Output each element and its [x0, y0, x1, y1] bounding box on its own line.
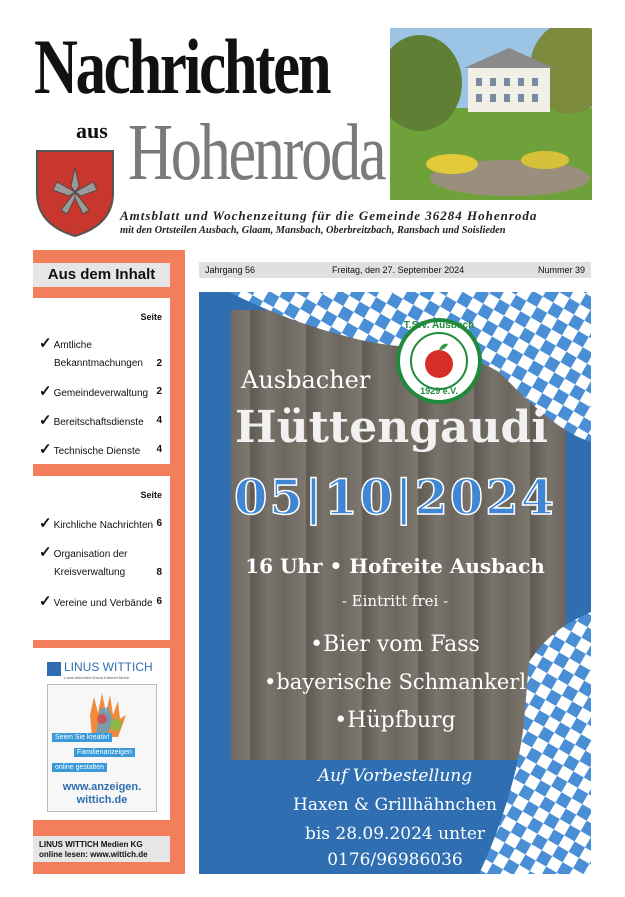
toc-item[interactable]: ✓ Gemeindeverwaltung 2	[39, 383, 162, 400]
issue-number: Nummer 39	[537, 265, 585, 275]
check-icon: ✓	[39, 441, 52, 458]
badge-bottom-text: 1929 e.V.	[420, 386, 458, 396]
toc-box-1	[33, 298, 170, 464]
toc-item[interactable]: ✓ Vereine und Verbände 6	[39, 593, 162, 610]
footer-line2[interactable]: online lesen: www.wittich.de	[39, 850, 148, 859]
masthead-subtitle: Amtsblatt und Wochenzeitung für die Gemeinde 36284 Hohenroda	[120, 208, 538, 223]
ad-url-2[interactable]: wittich.de	[76, 794, 128, 806]
toc-item[interactable]: ✓ Bereitschaftsdienste 4	[39, 412, 162, 429]
poster-phone: 0176/96986036	[327, 850, 463, 870]
masthead-title-aus: aus	[76, 118, 108, 143]
hand-icon	[82, 689, 132, 739]
issue-date: Freitag, den 27. September 2024	[332, 265, 465, 275]
issue-info-bar	[199, 262, 591, 278]
toc-item[interactable]: ✓ Technische Dienste 4	[39, 441, 162, 458]
check-icon: ✓	[39, 383, 52, 400]
toc-item[interactable]: ✓ Amtliche	[39, 335, 92, 352]
toc-item[interactable]: ✓ Organisation der	[39, 544, 128, 561]
ad-tag-3: online gestalten	[52, 763, 107, 772]
footer-line1: LINUS WITTICH Medien KG	[39, 840, 143, 849]
poster-order-2: Haxen & Grillhähnchen	[293, 795, 497, 815]
poster-line1: Ausbacher	[241, 366, 371, 394]
ad-tag-1: Seien Sie kreativ!	[52, 733, 112, 742]
sidebar-footer	[33, 836, 170, 862]
badge-top-text: T.S.V. Ausbach	[403, 320, 475, 331]
sidebar-heading: Aus dem Inhalt	[33, 263, 170, 287]
poster-item-1: •Bier vom Fass	[310, 632, 480, 657]
toc-item-continued[interactable]: Bekanntmachungen 2	[54, 358, 162, 369]
ad-tag-2: Familienanzeigen	[74, 748, 135, 757]
poster-entry: - Eintritt frei -	[341, 592, 449, 610]
poster-order-1: Auf Vorbestellung	[317, 766, 473, 786]
coat-of-arms-icon	[35, 148, 115, 238]
check-icon: ✓	[39, 335, 52, 352]
toc-box-2	[33, 476, 170, 640]
toc-item[interactable]: ✓ Kirchliche Nachrichten 6	[39, 515, 162, 532]
event-poster	[199, 292, 591, 874]
wittich-ad[interactable]	[33, 648, 170, 820]
issue-volume: Jahrgang 56	[205, 265, 256, 275]
wittich-logo-icon	[47, 662, 61, 676]
check-icon: ✓	[39, 515, 52, 532]
castle-photo	[390, 28, 592, 200]
poster-order-3: bis 28.09.2024 unter	[304, 824, 486, 844]
ad-panel	[47, 684, 157, 812]
poster-date: 05|10|2024	[233, 470, 557, 526]
poster-time-place: 16 Uhr • Hofreite Ausbach	[245, 554, 545, 578]
masthead-title-line1: Nachrichten	[34, 23, 330, 110]
masthead-subtitle-villages: mit den Ortsteilen Ausbach, Glaam, Mansbach, Oberbreitzbach, Ransbach und Soislieden	[120, 225, 506, 236]
poster-title: Hüttengaudi	[235, 402, 548, 453]
ad-brand: LINUS WITTICH	[64, 660, 153, 674]
check-icon: ✓	[39, 593, 52, 610]
toc-item-continued[interactable]: Kreisverwaltung 8	[54, 567, 162, 578]
check-icon: ✓	[39, 412, 52, 429]
ad-brand-sub: Lokal.Informiert.Druck.Internet.Mobil.	[64, 675, 130, 680]
ad-url-1[interactable]: www.anzeigen.	[62, 781, 142, 793]
toc-seite-label: Seite	[140, 490, 162, 500]
poster-item-2: •bayerische Schmankerl	[263, 670, 527, 694]
toc-seite-label: Seite	[140, 312, 162, 322]
check-icon: ✓	[39, 544, 52, 561]
poster-item-3: •Hüpfburg	[334, 708, 456, 733]
masthead-title-line2: Hohenroda	[128, 109, 385, 197]
